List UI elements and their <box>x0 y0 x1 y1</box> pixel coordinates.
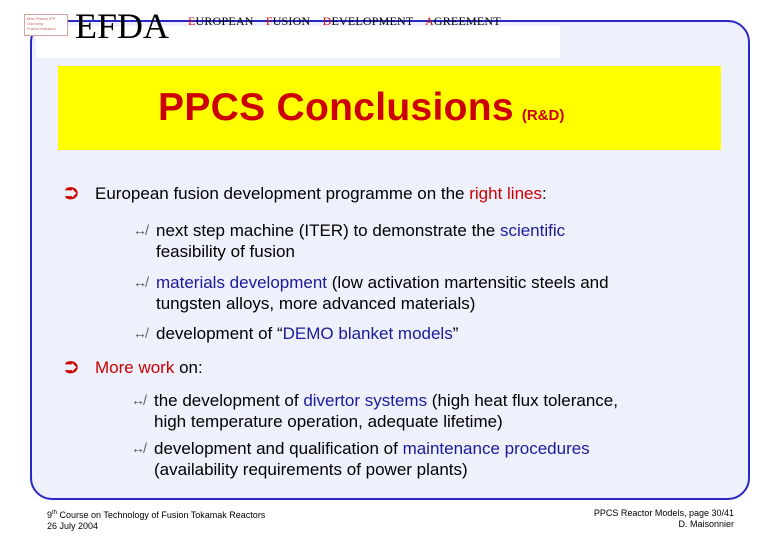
agreement-word: FUSION <box>265 14 311 28</box>
sub-bullet-maintenance: ↮ development and qualification of maintenance procedures (availability requirements of power plants) <box>131 439 590 479</box>
footer-page-info <box>480 508 734 530</box>
pointer-bullet-icon: ↮ <box>131 440 145 456</box>
agreement-word: DEVELOPMENT <box>322 14 414 28</box>
arrow-bullet-icon: ⮊ <box>65 358 78 377</box>
logo-line: Fusion research <box>27 26 56 31</box>
agreement-word: AGREEMENT <box>424 14 501 28</box>
bullet-programme: ⮊ European fusion development programme on the right lines: <box>65 184 547 203</box>
logo-line: ... <box>27 31 31 36</box>
title-sub: (R&D) <box>521 107 565 124</box>
pointer-bullet-icon: ↮ <box>133 222 147 238</box>
pointer-bullet-icon: ↮ <box>133 325 147 341</box>
efda-brand: EFDA <box>75 6 170 46</box>
ipp-logo <box>24 14 68 36</box>
footer-date: 26 July 2004 <box>47 521 99 531</box>
sub-bullet-demo: ↮ development of “DEMO blanket models” <box>133 324 459 343</box>
sub-bullet-iter: ↮ next step machine (ITER) to demonstrate the scientific feasibility of fusion <box>133 221 566 261</box>
footer-course: 9th Course on Technology of Fusion Tokamak Reactors 26 July 2004 <box>47 510 266 531</box>
slide-title <box>158 86 564 130</box>
arrow-bullet-icon: ⮊ <box>65 184 78 203</box>
agreement-title <box>188 14 510 29</box>
page-number: PPCS Reactor Models, page 30/41 <box>593 508 734 518</box>
logo-line: Garching <box>27 21 44 26</box>
sub-bullet-materials: ↮ materials development (low activation martensitic steels and tungsten alloys, more advanced materials) <box>133 273 609 313</box>
footer-author: D. Maisonnier <box>678 519 734 529</box>
bullet-more-work: ⮊ More work on: <box>65 358 203 377</box>
agreement-word: EUROPEAN <box>188 14 254 28</box>
pointer-bullet-icon: ↮ <box>133 274 147 290</box>
logo-line: Max-Planck IPP <box>27 16 56 21</box>
pointer-bullet-icon: ↮ <box>131 392 145 408</box>
sub-bullet-divertor: ↮ the development of divertor systems (high heat flux tolerance, high temperature operation, adequate lifetime) <box>131 391 618 431</box>
title-main: PPCS Conclusions <box>158 86 514 129</box>
